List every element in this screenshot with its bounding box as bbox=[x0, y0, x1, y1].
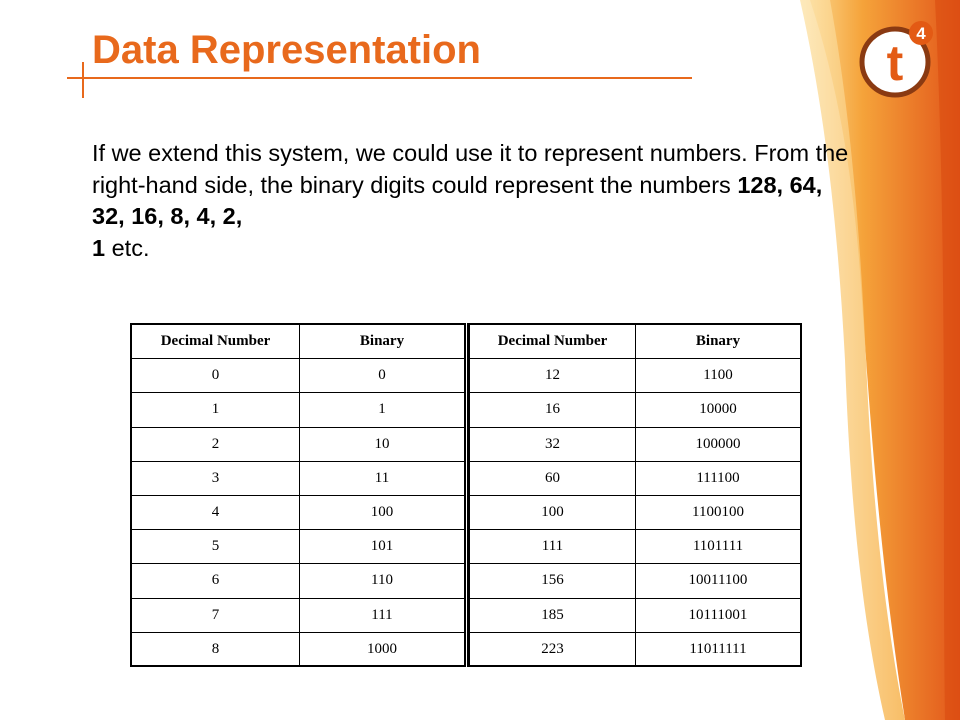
table-cell-left-binary: 10 bbox=[300, 428, 464, 462]
table-header-right-binary: Binary bbox=[636, 325, 800, 359]
table-cell-left-binary: 101 bbox=[300, 530, 464, 564]
table-cell-left-binary: 0 bbox=[300, 359, 464, 393]
table-cell-left-binary: 11 bbox=[300, 462, 464, 496]
table-cell-left-decimal: 1 bbox=[132, 393, 300, 427]
title-tick bbox=[82, 62, 84, 98]
table-cell-right-binary: 10111001 bbox=[636, 599, 800, 633]
table-cell-left-decimal: 0 bbox=[132, 359, 300, 393]
table-cell-left-decimal: 6 bbox=[132, 564, 300, 598]
table-cell-right-decimal: 32 bbox=[470, 428, 636, 462]
table-cell-left-binary: 1 bbox=[300, 393, 464, 427]
table-cell-left-binary: 111 bbox=[300, 599, 464, 633]
title-rule bbox=[67, 77, 692, 79]
table-header-right-decimal: Decimal Number bbox=[470, 325, 636, 359]
table-cell-left-binary: 100 bbox=[300, 496, 464, 530]
body-text-bold-numbers: 128, 64, 32, 16, 8, 4, 2, bbox=[92, 171, 823, 229]
logo-superscript: 4 bbox=[916, 24, 926, 43]
table-cell-right-binary: 1100 bbox=[636, 359, 800, 393]
table-cell-right-binary: 10011100 bbox=[636, 564, 800, 598]
body-text-bold-one: 1 bbox=[92, 234, 106, 261]
table-cell-left-binary: 110 bbox=[300, 564, 464, 598]
body-text-prefix: If we extend this system, we could use it to represent numbers. From the right-hand side, the binary digits could represent the numbers bbox=[92, 140, 849, 198]
table-cell-right-binary: 1101111 bbox=[636, 530, 800, 564]
table-cell-right-decimal: 185 bbox=[470, 599, 636, 633]
table-cell-right-decimal: 12 bbox=[470, 359, 636, 393]
body-text-suffix: etc. bbox=[105, 234, 150, 261]
table-cell-right-binary: 1100100 bbox=[636, 496, 800, 530]
table-cell-right-decimal: 16 bbox=[470, 393, 636, 427]
table-cell-right-decimal: 111 bbox=[470, 530, 636, 564]
table-cell-right-binary: 11011111 bbox=[689, 641, 747, 658]
t4-logo-icon bbox=[855, 18, 937, 100]
table-cell-left-decimal: 2 bbox=[132, 428, 300, 462]
table-header-left-binary: Binary bbox=[300, 325, 464, 359]
table-cell-left-binary: 1000 bbox=[367, 641, 397, 658]
slide-title: Data Representation bbox=[92, 28, 481, 72]
table-cell-left-decimal: 7 bbox=[132, 599, 300, 633]
table-cell-left-decimal: 4 bbox=[132, 496, 300, 530]
table-cell-right-binary: 100000 bbox=[636, 428, 800, 462]
table-right-half bbox=[467, 323, 802, 667]
table-cell-right-binary: 10000 bbox=[636, 393, 800, 427]
table-header-left-decimal: Decimal Number bbox=[132, 325, 300, 359]
body-paragraph bbox=[92, 138, 852, 264]
table-cell-left-decimal: 8 bbox=[132, 633, 300, 667]
table-cell-left-decimal: 5 bbox=[132, 530, 300, 564]
table-cell-right-decimal: 223 bbox=[470, 633, 636, 667]
table-cell-left-decimal: 3 bbox=[132, 462, 300, 496]
table-cell-right-decimal: 156 bbox=[470, 564, 636, 598]
table-left-half bbox=[130, 323, 466, 667]
logo-letter: t bbox=[886, 35, 904, 91]
table-cell-right-decimal: 100 bbox=[470, 496, 636, 530]
decimal-binary-table bbox=[130, 323, 802, 667]
table-cell-right-binary: 111100 bbox=[636, 462, 800, 496]
table-cell-right-decimal: 60 bbox=[470, 462, 636, 496]
